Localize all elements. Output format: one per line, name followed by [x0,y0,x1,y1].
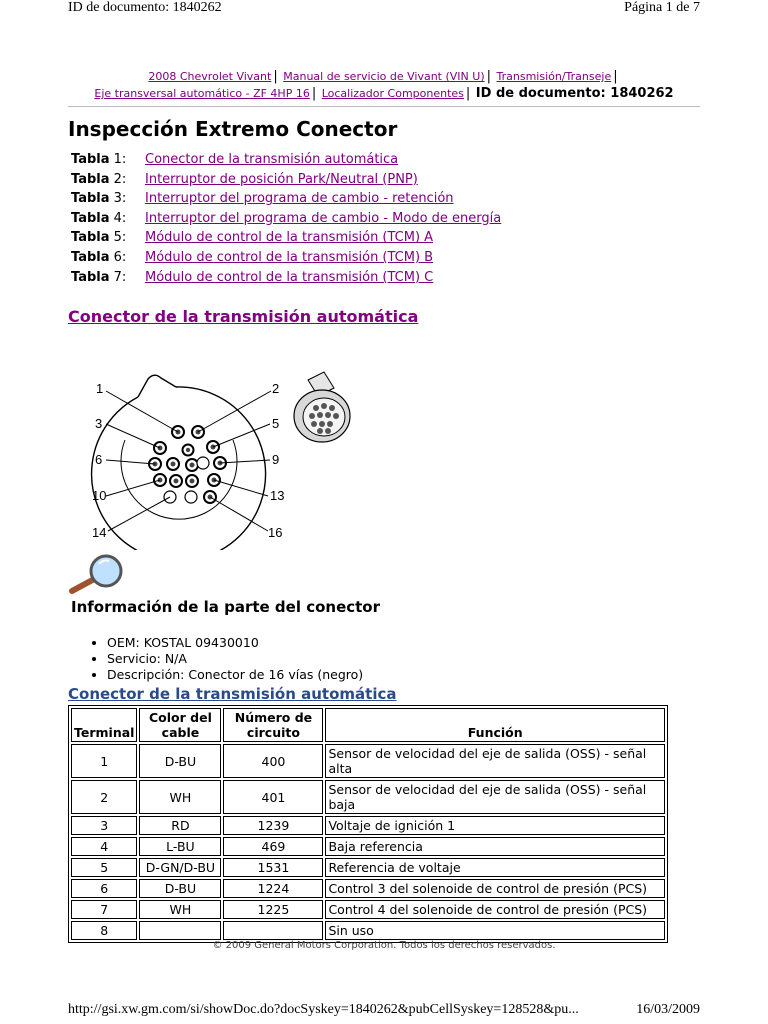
toc-item [71,150,501,170]
toc-number: 5: [113,230,127,246]
cell-terminal: 2 [71,780,137,814]
toc-label: Tabla [71,171,110,187]
pin-label-14: 14 [92,525,107,540]
section-heading: Conector de la transmisión automática [68,307,419,326]
pinout-table-container [68,705,668,951]
toc-item [71,189,501,209]
cell-function: Baja referencia [325,837,665,856]
toc-number: 3: [113,191,127,207]
table-row [71,858,665,877]
header-wire-color: Color del cable [139,708,221,742]
pin-label-6: 6 [95,452,103,467]
toc-link-4[interactable]: Interruptor del programa de cambio - Modo de energía [145,210,502,226]
list-item: • Servicio: N/A [107,651,363,667]
table-of-contents [71,150,501,287]
table-row [71,816,665,835]
cell-circuit: 469 [223,837,323,856]
pin-label-10: 10 [92,488,107,503]
table-header-row [71,708,665,742]
print-footer [0,1000,768,1024]
table-row [71,837,665,856]
toc-link-2[interactable]: Interruptor de posición Park/Neutral (PNP) [145,171,418,187]
header-circuit-number: Número de circuito [223,708,323,742]
pin-label-2: 2 [272,381,280,396]
table-row [71,780,665,814]
cell-function: Sensor de velocidad del eje de salida (OSS) - señal alta [325,744,665,778]
pin-label-13: 13 [270,488,285,503]
print-header [0,0,768,20]
toc-link-1[interactable]: Conector de la transmisión automática [145,152,399,167]
cell-function: Referencia de voltaje [325,858,665,877]
magnifier-icon[interactable] [68,553,128,595]
table-row [71,744,665,778]
breadcrumb-link-transmission[interactable]: Transmisión/Transeje [496,70,612,83]
breadcrumb-link-locator[interactable]: Localizador Componentes [321,87,464,100]
cell-wire-color: D-BU [139,879,221,898]
print-url: http://gsi.xw.gm.com/si/showDoc.do?docSyskey=1840262&pubCellSyskey=128528&pu... [68,1002,579,1017]
print-date: 16/03/2009 [636,1002,700,1017]
cell-circuit: 1239 [223,816,323,835]
toc-label: Tabla [71,269,110,285]
cell-function: Sensor de velocidad del eje de salida (OSS) - señal baja [325,780,665,814]
cell-wire-color: L-BU [139,837,221,856]
cell-wire-color [139,921,221,940]
toc-item [71,268,501,288]
cell-function: Control 4 del solenoide de control de presión (PCS) [325,900,665,919]
cell-terminal: 5 [71,858,137,877]
toc-label: Tabla [71,249,110,265]
connector-info-heading: Información de la parte del conector [71,598,381,616]
breadcrumb-doc-id: ID de documento: 1840262 [475,86,674,101]
toc-link-6[interactable]: Módulo de control de la transmisión (TCM) B [145,249,434,265]
cell-terminal: 1 [71,744,137,778]
breadcrumb: 2008 Chevrolet Vivant | Manual de servicio de Vivant (VIN U) | Transmisión/Transeje | Eje transversal automático - ZF 4HP 16 | Localizador Componentes | ID de documento: 1840262 [94,69,674,101]
header-function: Función [325,708,665,742]
cell-wire-color: WH [139,900,221,919]
cell-terminal: 6 [71,879,137,898]
cell-wire-color: RD [139,816,221,835]
pin-label-9: 9 [272,452,280,467]
cell-function: Control 3 del solenoide de control de presión (PCS) [325,879,665,898]
toc-item [71,209,501,229]
copyright-notice: © 2009 General Motors Corporation. Todos los derechos reservados. [212,940,556,951]
toc-label: Tabla [71,152,110,167]
toc-link-3[interactable]: Interruptor del programa de cambio - retención [145,191,454,207]
cell-wire-color: WH [139,780,221,814]
breadcrumb-link-manual[interactable]: Manual de servicio de Vivant (VIN U) [283,70,485,83]
print-page-number: Página 1 de 7 [624,0,700,15]
cell-function: Voltaje de ignición 1 [325,816,665,835]
connector-latch [138,375,176,397]
toc-number: 6: [113,249,127,265]
cell-circuit: 400 [223,744,323,778]
connector-info-list [90,635,363,683]
cell-circuit: 1225 [223,900,323,919]
cell-terminal: 8 [71,921,137,940]
toc-link-7[interactable]: Módulo de control de la transmisión (TCM) C [145,269,434,285]
cell-terminal: 7 [71,900,137,919]
table-row [71,900,665,919]
cell-circuit: 1531 [223,858,323,877]
toc-link-5[interactable]: Módulo de control de la transmisión (TCM) A [145,230,434,246]
pin-label-16: 16 [268,525,283,540]
toc-label: Tabla [71,230,110,246]
print-doc-id: ID de documento: 1840262 [68,0,222,15]
connector-diagram [68,356,368,550]
list-item: • Descripción: Conector de 16 vías (negro) [107,667,363,683]
pin-label-5: 5 [272,416,280,431]
breadcrumb-link-vehicle[interactable]: 2008 Chevrolet Vivant [148,70,272,83]
pinout-table [68,705,668,943]
toc-item [71,248,501,268]
table-caption: Conector de la transmisión automática [68,685,397,703]
cell-wire-color: D-BU [139,744,221,778]
cell-circuit: 1224 [223,879,323,898]
toc-number: 2: [113,171,127,187]
cell-wire-color: D-GN/D-BU [139,858,221,877]
toc-number: 1: [113,152,127,167]
toc-number: 4: [113,210,127,226]
breadcrumb-link-transaxle[interactable]: Eje transversal automático - ZF 4HP 16 [94,87,310,100]
header-divider [68,106,700,107]
toc-item [71,170,501,190]
cell-circuit: 401 [223,780,323,814]
cell-terminal: 3 [71,816,137,835]
pin-label-3: 3 [95,416,103,431]
toc-label: Tabla [71,210,110,226]
toc-number: 7: [113,269,127,285]
connector-3d-view [294,372,350,442]
page-title: Inspección Extremo Conector [68,117,398,141]
table-row [71,879,665,898]
cell-circuit [223,921,323,940]
header-terminal: Terminal [71,708,137,742]
cell-function: Sin uso [325,921,665,940]
cell-terminal: 4 [71,837,137,856]
toc-item [71,228,501,248]
connector-cavities [149,426,226,503]
toc-label: Tabla [71,191,110,207]
pin-label-1: 1 [96,381,104,396]
table-row [71,921,665,940]
list-item: • OEM: KOSTAL 09430010 [107,635,363,651]
